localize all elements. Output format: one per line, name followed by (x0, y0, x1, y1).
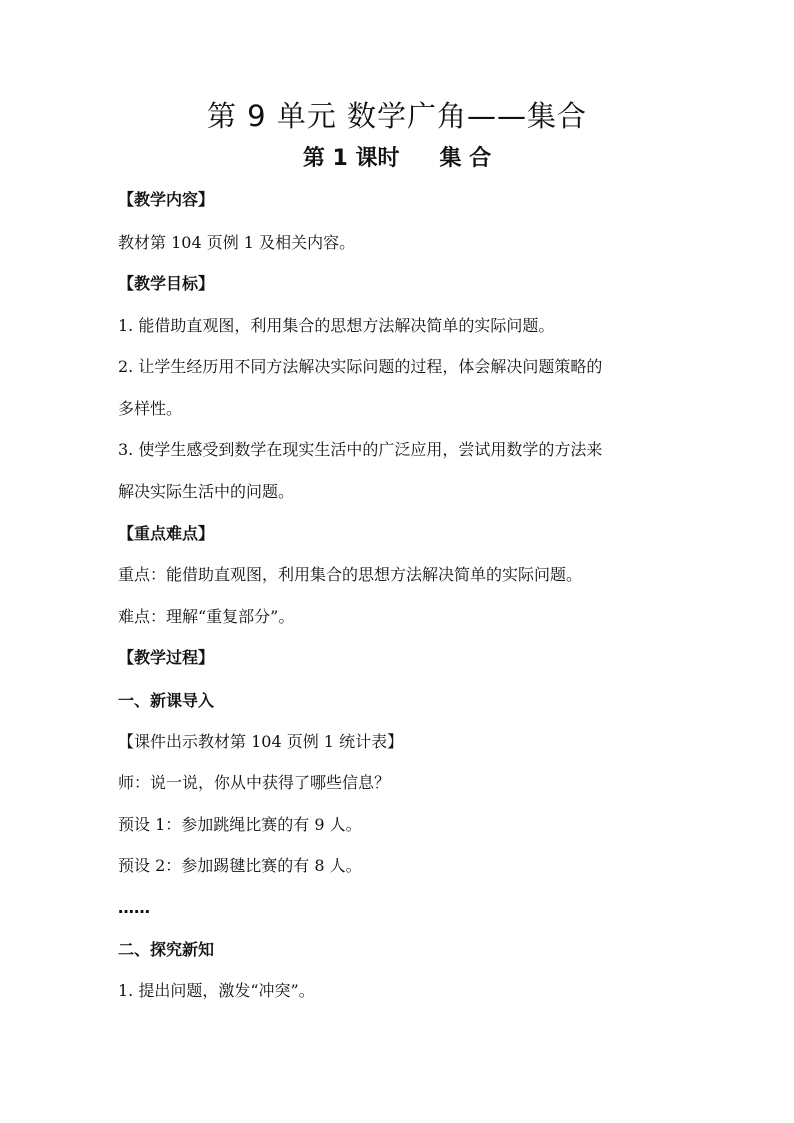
goal-item-3-cont: 解决实际生活中的问题。 (118, 482, 295, 501)
goal-item-3: 3. 使学生感受到数学在现实生活中的广泛应用，尝试用数学的方法来 (118, 440, 603, 459)
focus-key-point: 重点：能借助直观图，利用集合的思想方法解决简单的实际问题。 (118, 565, 583, 584)
explore-step-1: 1. 提出问题，激发“冲突”。 (118, 981, 315, 1000)
preset-answer-1: 预设 1：参加跳绳比赛的有 9 人。 (118, 815, 362, 834)
section-heading-goals: 【教学目标】 (118, 274, 215, 293)
lesson-number: 第 1 课时 (302, 146, 400, 171)
goal-item-2-cont: 多样性。 (118, 399, 183, 418)
ellipsis: …… (118, 898, 150, 917)
preset-answer-2: 预设 2：参加踢毽比赛的有 8 人。 (118, 856, 362, 875)
teacher-prompt: 师：说一说，你从中获得了哪些信息？ (118, 773, 391, 792)
courseware-note: 【课件出示教材第 104 页例 1 统计表】 (118, 732, 404, 751)
part-heading-intro: 一、新课导入 (118, 691, 215, 710)
goal-item-2: 2. 让学生经历用不同方法解决实际问题的过程，体会解决问题策略的 (118, 357, 603, 376)
focus-difficulty: 难点：理解“重复部分”。 (118, 607, 295, 626)
lesson-topic: 集 合 (439, 146, 492, 171)
goal-item-1: 1. 能借助直观图，利用集合的思想方法解决简单的实际问题。 (118, 316, 555, 335)
lesson-subtitle (0, 142, 794, 176)
section-heading-process: 【教学过程】 (118, 648, 215, 667)
section-heading-focus: 【重点难点】 (118, 524, 215, 543)
section-heading-content: 【教学内容】 (118, 190, 215, 209)
document-title: 第 9 单元 数学广角——集合 (206, 99, 588, 133)
content-text: 教材第 104 页例 1 及相关内容。 (118, 233, 356, 252)
part-heading-explore: 二、探究新知 (118, 940, 215, 959)
